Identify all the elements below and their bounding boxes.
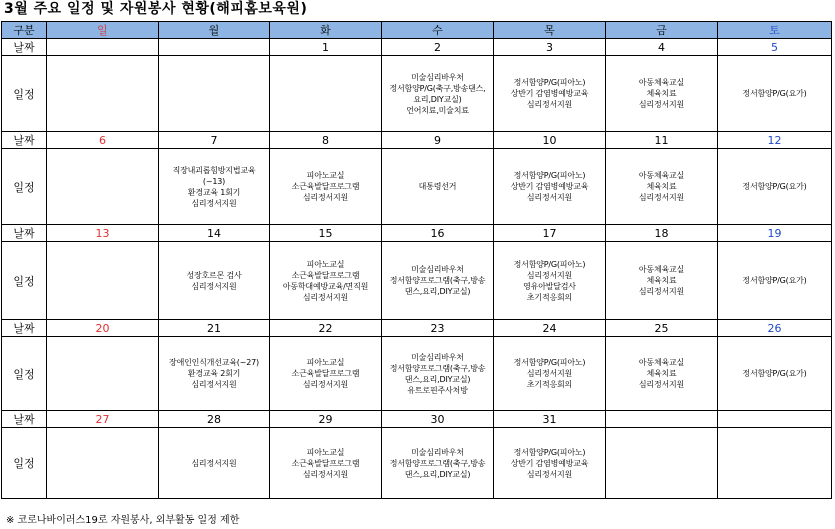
schedule-table bbox=[1, 21, 832, 499]
event-line: 댄스,요리,DIY교실) bbox=[404, 287, 471, 296]
schedule-cell-sun bbox=[47, 56, 159, 132]
schedule-cell-thu bbox=[494, 149, 606, 225]
event-line: 피아노교실 bbox=[306, 171, 345, 180]
event-line: 직장내괴롭힘방지법교육 bbox=[172, 165, 256, 175]
date-cell-thu: 3 bbox=[494, 39, 606, 56]
date-cell-mon bbox=[159, 39, 270, 56]
event-line: 미술심리바우처 bbox=[411, 265, 464, 274]
event-line: 영유아발달검사 bbox=[523, 281, 576, 291]
event-line: 아동체육교실 bbox=[638, 78, 685, 87]
event-line: 심리정서지원 bbox=[191, 281, 237, 291]
event-line: 환경교육 2회기 bbox=[187, 369, 241, 378]
date-cell-mon: 28 bbox=[159, 411, 270, 428]
event-line: 정서함양P/G(요가) bbox=[742, 89, 807, 98]
schedule-cell-fri bbox=[606, 56, 718, 132]
schedule-cell-sun bbox=[47, 149, 159, 225]
schedule-row bbox=[2, 242, 832, 320]
event-line: 심리정서지원 bbox=[302, 193, 349, 202]
event-line: 심리정서지원 bbox=[526, 193, 573, 202]
date-cell-wed: 30 bbox=[382, 411, 494, 428]
schedule-row bbox=[2, 149, 832, 225]
row-label-schedule: 일정 bbox=[2, 56, 47, 132]
row-label-date: 날짜 bbox=[2, 132, 47, 149]
schedule-cell-fri bbox=[606, 337, 718, 411]
event-line: 미술심리바우처 bbox=[411, 352, 464, 362]
schedule-cell-wed bbox=[382, 242, 494, 320]
date-cell-sat: 26 bbox=[718, 320, 832, 337]
date-cell-thu: 24 bbox=[494, 320, 606, 337]
event-line: 상반기 감염병예방교육 bbox=[510, 182, 589, 191]
schedule-cell-tue bbox=[270, 337, 382, 411]
event-line: 대통령선거 bbox=[418, 182, 457, 191]
event-line: 상반기 감염병예방교육 bbox=[510, 458, 589, 468]
event-line: 심리정서지원 bbox=[638, 193, 685, 202]
header-day-sat: 토 bbox=[718, 22, 832, 39]
event-line: 심리정서지원 bbox=[638, 380, 685, 389]
schedule-cell-mon bbox=[159, 428, 270, 499]
schedule-cell-mon bbox=[159, 149, 270, 225]
row-label-schedule: 일정 bbox=[2, 428, 47, 499]
date-cell-fri: 18 bbox=[606, 225, 718, 242]
event-line: 심리정서지원 bbox=[191, 458, 237, 468]
date-row bbox=[2, 320, 832, 337]
event-line: 유트로핀주사처방 bbox=[407, 385, 468, 395]
date-cell-sun: 20 bbox=[47, 320, 159, 337]
date-cell-fri: 25 bbox=[606, 320, 718, 337]
date-cell-sun: 6 bbox=[47, 132, 159, 149]
date-row bbox=[2, 132, 832, 149]
event-line: 아동체육교실 bbox=[638, 171, 685, 180]
date-cell-mon: 14 bbox=[159, 225, 270, 242]
event-line: 아동체육교실 bbox=[638, 358, 685, 367]
date-cell-tue: 15 bbox=[270, 225, 382, 242]
schedule-row bbox=[2, 337, 832, 411]
date-cell-mon: 21 bbox=[159, 320, 270, 337]
date-cell-wed: 2 bbox=[382, 39, 494, 56]
schedule-cell-tue bbox=[270, 56, 382, 132]
schedule-cell-sat bbox=[718, 337, 832, 411]
schedule-cell-sun bbox=[47, 337, 159, 411]
schedule-cell-mon bbox=[159, 337, 270, 411]
schedule-row bbox=[2, 428, 832, 499]
event-line: 체육치료 bbox=[646, 182, 677, 191]
event-line: 정서함양프로그램(축구,방송 bbox=[389, 363, 486, 373]
date-cell-tue: 29 bbox=[270, 411, 382, 428]
header-label: 구분 bbox=[2, 22, 47, 39]
event-line: 심리정서지원 bbox=[526, 100, 573, 109]
header-day-sun: 일 bbox=[47, 22, 159, 39]
date-cell-tue: 8 bbox=[270, 132, 382, 149]
event-line: 정서함양프로그램(축구,방송 bbox=[389, 458, 486, 468]
schedule-cell-thu bbox=[494, 337, 606, 411]
event-line: 피아노교실 bbox=[306, 358, 345, 367]
schedule-cell-thu bbox=[494, 56, 606, 132]
event-line: 심리정서지원 bbox=[638, 100, 685, 109]
event-line: 성장호르몬 검사 bbox=[186, 270, 242, 280]
schedule-cell-tue bbox=[270, 149, 382, 225]
event-line: 아동학대예방교육/면직원 bbox=[282, 281, 369, 291]
event-line: 소근육발달프로그램 bbox=[291, 182, 360, 191]
date-cell-wed: 9 bbox=[382, 132, 494, 149]
event-line: 정서함양P/G(피아노) bbox=[513, 78, 586, 87]
event-line: 상반기 감염병예방교육 bbox=[510, 89, 589, 98]
event-line: 장애인인식개선교육(~27) bbox=[169, 358, 259, 367]
schedule-cell-sat bbox=[718, 242, 832, 320]
event-line: 체육치료 bbox=[646, 369, 677, 378]
date-cell-sat bbox=[718, 411, 832, 428]
footnote: ※ 코로나바이러스19로 자원봉사, 외부활동 일정 제한 bbox=[6, 515, 240, 526]
row-label-date: 날짜 bbox=[2, 225, 47, 242]
schedule-cell-thu bbox=[494, 242, 606, 320]
event-line: 정서함양P/G(피아노) bbox=[513, 171, 586, 180]
event-line: 심리정서지원 bbox=[191, 198, 237, 208]
schedule-cell-sat bbox=[718, 56, 832, 132]
page-title: 3월 주요 일정 및 자원봉사 현황(해피홈보육원) bbox=[4, 1, 308, 17]
event-line: 정서함양P/G(요가) bbox=[742, 369, 807, 378]
header-day-wed: 수 bbox=[382, 22, 494, 39]
date-cell-mon: 7 bbox=[159, 132, 270, 149]
event-line: 심리정서지원 bbox=[526, 469, 573, 479]
event-line: 정서함양P/G(피아노) bbox=[513, 358, 586, 367]
event-line: 초기적응회의 bbox=[526, 380, 573, 389]
date-row bbox=[2, 411, 832, 428]
row-label-date: 날짜 bbox=[2, 320, 47, 337]
event-line: 미술심리바우처 bbox=[411, 447, 464, 457]
row-label-schedule: 일정 bbox=[2, 149, 47, 225]
schedule-cell-sun bbox=[47, 428, 159, 499]
event-line: 환경교육 1회기 bbox=[187, 187, 241, 197]
schedule-cell-tue bbox=[270, 242, 382, 320]
header-day-thu: 목 bbox=[494, 22, 606, 39]
date-cell-wed: 23 bbox=[382, 320, 494, 337]
event-line: 정서함양P/G(피아노) bbox=[513, 447, 586, 457]
event-line: 심리정서지원 bbox=[526, 369, 573, 378]
date-cell-thu: 31 bbox=[494, 411, 606, 428]
schedule-cell-wed bbox=[382, 428, 494, 499]
date-cell-sat: 12 bbox=[718, 132, 832, 149]
event-line: 심리정서지원 bbox=[191, 380, 237, 389]
event-line: (~13) bbox=[202, 176, 226, 186]
date-row bbox=[2, 225, 832, 242]
event-line: 정서함양P/G(피아노) bbox=[513, 259, 586, 269]
event-line: 정서함양P/G(요가) bbox=[742, 182, 807, 191]
event-line: 미술심리바우처 bbox=[411, 72, 464, 82]
schedule-cell-mon bbox=[159, 242, 270, 320]
event-line: 심리정서지원 bbox=[302, 469, 349, 479]
header-row bbox=[2, 22, 832, 39]
event-line: 정서함양P/G(축구,방송댄스, bbox=[389, 83, 486, 93]
header-day-fri: 금 bbox=[606, 22, 718, 39]
event-line: 댄스,요리,DIY교실) bbox=[404, 374, 471, 384]
event-line: 심리정서지원 bbox=[302, 292, 349, 302]
schedule-cell-wed bbox=[382, 56, 494, 132]
event-line: 피아노교실 bbox=[306, 447, 345, 457]
event-line: 댄스,요리,DIY교실) bbox=[404, 469, 471, 479]
schedule-cell-sat bbox=[718, 428, 832, 499]
event-line: 초기적응회의 bbox=[526, 292, 573, 302]
date-cell-sun: 27 bbox=[47, 411, 159, 428]
date-cell-fri: 11 bbox=[606, 132, 718, 149]
event-line: 피아노교실 bbox=[306, 259, 345, 269]
event-line: 체육치료 bbox=[646, 276, 677, 285]
schedule-cell-fri bbox=[606, 242, 718, 320]
date-cell-sat: 19 bbox=[718, 225, 832, 242]
event-line: 심리정서지원 bbox=[638, 287, 685, 296]
schedule-cell-wed bbox=[382, 149, 494, 225]
row-label-date: 날짜 bbox=[2, 39, 47, 56]
event-line: 언어치료,미술치료 bbox=[406, 105, 469, 115]
date-cell-tue: 1 bbox=[270, 39, 382, 56]
row-label-schedule: 일정 bbox=[2, 242, 47, 320]
event-line: 정서함양P/G(요가) bbox=[742, 276, 807, 285]
schedule-cell-tue bbox=[270, 428, 382, 499]
header-day-tue: 화 bbox=[270, 22, 382, 39]
schedule-cell-sun bbox=[47, 242, 159, 320]
row-label-schedule: 일정 bbox=[2, 337, 47, 411]
schedule-cell-mon bbox=[159, 56, 270, 132]
event-line: 체육치료 bbox=[646, 89, 677, 98]
date-cell-fri bbox=[606, 411, 718, 428]
header-day-mon: 월 bbox=[159, 22, 270, 39]
date-cell-sun: 13 bbox=[47, 225, 159, 242]
date-cell-sat: 5 bbox=[718, 39, 832, 56]
event-line: 소근육발달프로그램 bbox=[291, 458, 360, 468]
date-cell-thu: 17 bbox=[494, 225, 606, 242]
schedule-cell-sat bbox=[718, 149, 832, 225]
event-line: 아동체육교실 bbox=[638, 265, 685, 274]
event-line: 정서함양프로그램(축구,방송 bbox=[389, 276, 486, 285]
schedule-row bbox=[2, 56, 832, 132]
schedule-cell-thu bbox=[494, 428, 606, 499]
event-line: 심리정서지원 bbox=[526, 270, 573, 280]
schedule-cell-fri bbox=[606, 149, 718, 225]
date-cell-tue: 22 bbox=[270, 320, 382, 337]
date-cell-sun bbox=[47, 39, 159, 56]
event-line: 요리,DIY교실) bbox=[413, 94, 462, 104]
date-cell-fri: 4 bbox=[606, 39, 718, 56]
event-line: 소근육발달프로그램 bbox=[291, 369, 360, 378]
date-cell-thu: 10 bbox=[494, 132, 606, 149]
schedule-cell-wed bbox=[382, 337, 494, 411]
event-line: 심리정서지원 bbox=[302, 380, 349, 389]
row-label-date: 날짜 bbox=[2, 411, 47, 428]
date-row bbox=[2, 39, 832, 56]
event-line: 소근육발달프로그램 bbox=[291, 270, 360, 280]
schedule-cell-fri bbox=[606, 428, 718, 499]
date-cell-wed: 16 bbox=[382, 225, 494, 242]
